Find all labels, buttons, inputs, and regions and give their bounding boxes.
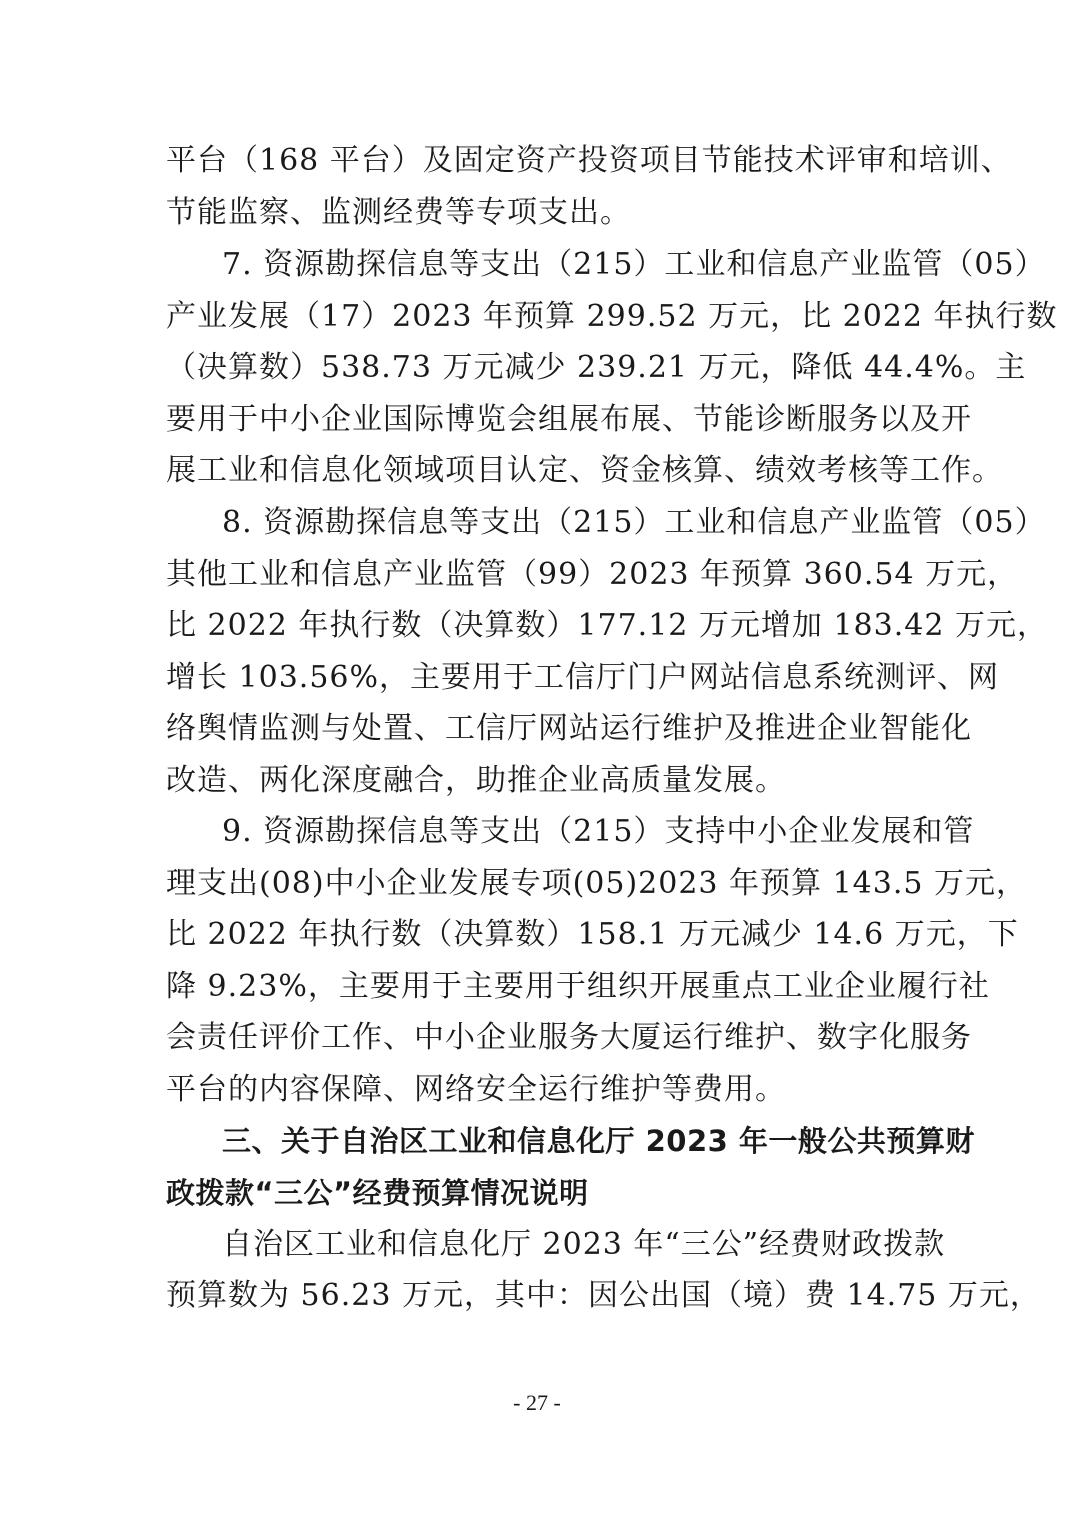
paragraph-line: 降 9.23%，主要用于主要用于组织开展重点工业企业履行社 — [166, 969, 990, 1004]
paragraph-line: 自治区工业和信息化厅 2023 年“三公”经费财政拨款 — [222, 1227, 946, 1262]
paragraph-line: 8. 资源勘探信息等支出（215）工业和信息产业监管（05） — [222, 505, 1046, 540]
paragraph-line: 比 2022 年执行数（决算数）177.12 万元增加 183.42 万元， — [166, 608, 1048, 643]
paragraph-line: 络舆情监测与处置、工信厅网站运行维护及推进企业智能化 — [166, 711, 972, 746]
paragraph-line: （决算数）538.73 万元减少 239.21 万元，降低 44.4%。主 — [166, 350, 1027, 385]
paragraph-line: 展工业和信息化领域项目认定、资金核算、绩效考核等工作。 — [166, 453, 1003, 488]
paragraph-line: 理支出(08)中小企业发展专项(05)2023 年预算 143.5 万元， — [166, 866, 1028, 901]
paragraph-line: 产业发展（17）2023 年预算 299.52 万元，比 2022 年执行数 — [166, 299, 1058, 334]
paragraph-line: 预算数为 56.23 万元，其中：因公出国（境）费 14.75 万元， — [166, 1278, 1041, 1313]
paragraph-line: 平台的内容保障、网络安全运行维护等费用。 — [166, 1072, 786, 1107]
paragraph-line: 改造、两化深度融合，助推企业高质量发展。 — [166, 763, 786, 798]
page-number: - 27 - — [513, 1390, 561, 1415]
section-heading: 政拨款“三公”经费预算情况说明 — [166, 1176, 589, 1210]
paragraph-line: 平台（168 平台）及固定资产投资项目节能技术评审和培训、 — [166, 143, 1012, 178]
paragraph-line: 增长 103.56%，主要用于工信厅门户网站信息系统测评、网 — [166, 660, 1000, 695]
paragraph-line: 节能监察、监测经费等专项支出。 — [166, 195, 631, 230]
paragraph-line: 比 2022 年执行数（决算数）158.1 万元减少 14.6 万元，下 — [166, 917, 1019, 952]
paragraph-line: 其他工业和信息产业监管（99）2023 年预算 360.54 万元， — [166, 557, 1019, 592]
section-heading: 三、关于自治区工业和信息化厅 2023 年一般公共预算财 — [222, 1124, 975, 1158]
paragraph-line: 会责任评价工作、中小企业服务大厦运行维护、数字化服务 — [166, 1020, 972, 1055]
paragraph-line: 9. 资源勘探信息等支出（215）支持中小企业发展和管 — [222, 814, 975, 849]
paragraph-line: 7. 资源勘探信息等支出（215）工业和信息产业监管（05） — [222, 247, 1046, 282]
paragraph-line: 要用于中小企业国际博览会组展布展、节能诊断服务以及开 — [166, 402, 972, 437]
